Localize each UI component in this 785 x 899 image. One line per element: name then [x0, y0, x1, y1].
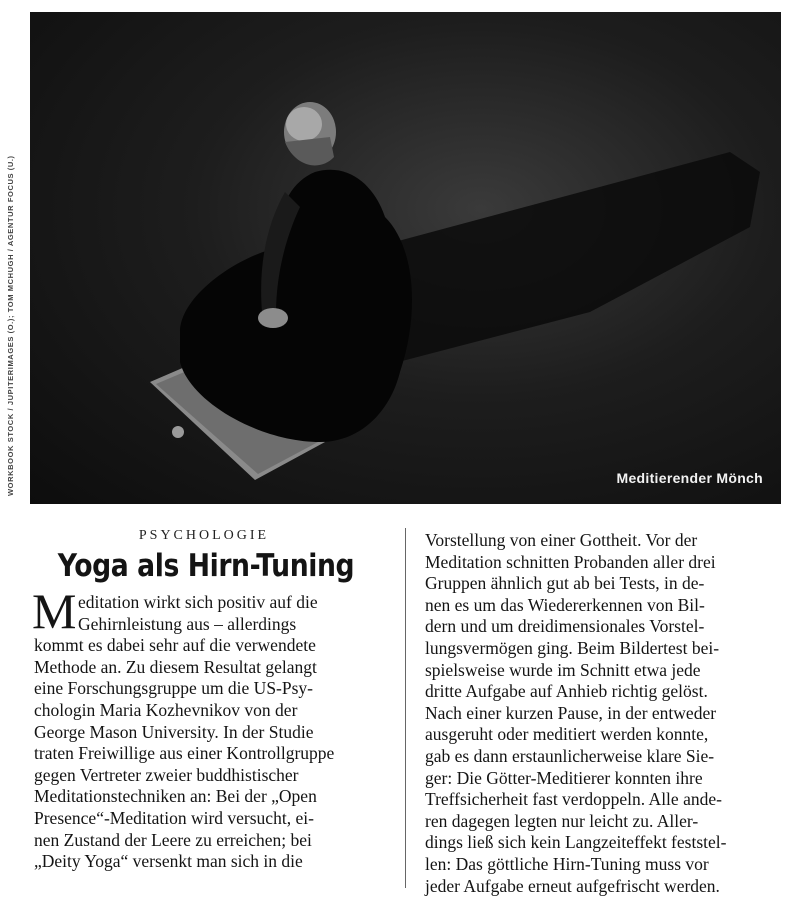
- drop-cap: M: [32, 583, 77, 639]
- body-line: traten Freiwillige aus einer Kontrollgruppe: [34, 743, 335, 764]
- article-right-column: [425, 530, 777, 897]
- body-line: Treffsicherheit fast verdoppeln. Alle ande-: [425, 789, 722, 810]
- body-line: Methode an. Zu diesem Resultat gelangt: [34, 656, 317, 677]
- body-line: nen Zustand der Leere zu erreichen; bei: [34, 829, 312, 850]
- body-line: ausgeruht oder meditiert werden konnte,: [425, 724, 709, 745]
- body-line: Nach einer kurzen Pause, in der entweder: [425, 702, 717, 723]
- column-divider: [405, 528, 406, 888]
- body-line: chologin Maria Kozhevnikov von der: [34, 699, 298, 720]
- body-line: Meditation schnitten Probanden aller drei: [425, 551, 716, 572]
- body-line: dern und um dreidimensionales Vorstel-: [425, 616, 705, 637]
- body-line: eine Forschungsgruppe um die US-Psy-: [34, 678, 314, 699]
- monk-illustration: [30, 12, 781, 504]
- article-kicker: PSYCHOLOGIE: [138, 528, 270, 543]
- monk-photo: [30, 12, 781, 504]
- photo-credit: WORKBOOK STOCK / JUPITERIMAGES (O.); TOM MCHUGH / AGENTUR FOCUS (U.): [6, 155, 15, 496]
- body-line: gegen Vertreter zweier buddhistischer: [34, 764, 299, 785]
- body-line: ger: Die Götter-Meditierer konnten ihre: [425, 767, 703, 788]
- body-line: kommt es dabei sehr auf die verwendete: [34, 635, 316, 656]
- body-line: George Mason University. In der Studie: [34, 721, 314, 742]
- article-headline: Yoga als Hirn-Tuning: [57, 548, 355, 584]
- body-line: spielsweise wurde im Schnitt etwa jede: [425, 659, 701, 680]
- body-line: editation wirkt sich positiv auf die: [78, 592, 318, 612]
- body-line: lungsvermögen ging. Beim Bildertest bei-: [425, 637, 720, 658]
- body-line: Meditationstechniken an: Bei der „Open: [34, 786, 317, 807]
- body-line: Gruppen ähnlich gut ab bei Tests, in de-: [425, 573, 705, 594]
- article-body-left: [32, 583, 374, 873]
- body-line: dritte Aufgabe auf Anhieb richtig gelöst.: [425, 681, 708, 702]
- article-left-column: [34, 528, 374, 873]
- body-line: dings ließ sich kein Langzeiteffekt feststel-: [425, 832, 727, 853]
- body-line: Vorstellung von einer Gottheit. Vor der: [425, 530, 698, 550]
- body-line: Gehirnleistung aus – allerdings: [78, 613, 297, 634]
- body-line: len: Das göttliche Hirn-Tuning muss vor: [425, 853, 709, 874]
- body-line: Presence“-Meditation wird versucht, ei-: [34, 807, 314, 828]
- body-line: jeder Aufgabe erneut aufgefrischt werden.: [425, 875, 720, 896]
- photo-caption: Meditierender Mönch: [616, 470, 763, 486]
- body-line: „Deity Yoga“ versenkt man sich in die: [34, 851, 303, 872]
- body-line: nen es um das Wiedererkennen von Bil-: [425, 594, 705, 615]
- body-line: ren dagegen legten nur leicht zu. Aller-: [425, 810, 699, 831]
- body-line: gab es dann erstaunlicherweise klare Sie-: [425, 745, 715, 766]
